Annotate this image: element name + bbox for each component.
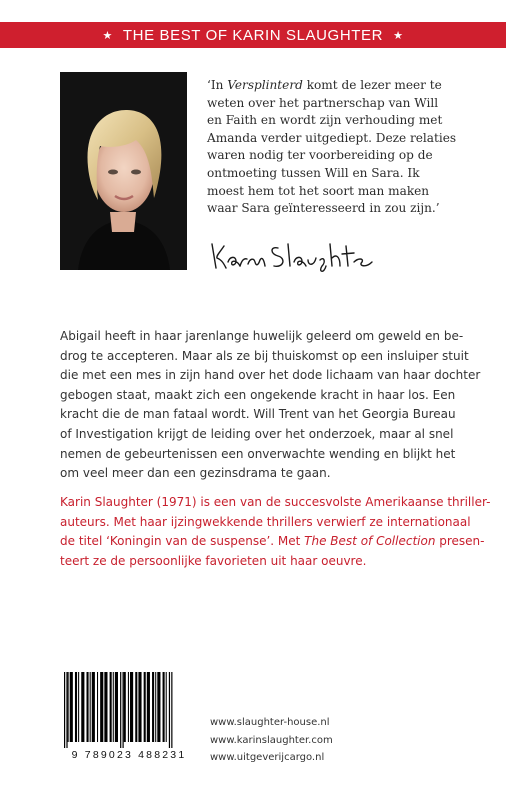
synopsis-line: Abigail heeft in haar jarenlange huwelijk geleerd om geweld en be- <box>60 329 464 343</box>
synopsis-line: of Investigation krijgt de leiding over het onderzoek, maar al snel <box>60 426 454 441</box>
bio-line: teert ze de persoonlijke favorieten uit haar oeuvre. <box>60 553 367 568</box>
synopsis-line: kracht die de man fataal wordt. Will Trent van het Georgia Bureau <box>60 407 456 422</box>
bio-line: de titel ‘Koningin van de suspense’. Met The Best of Collection presen- <box>60 534 485 549</box>
synopsis-line: die met een mes in zijn hand over het dode lichaam van haar dochter <box>60 368 481 383</box>
synopsis-line: om veel meer dan een gezinsdrama te gaan. <box>60 466 331 481</box>
synopsis-line: nemen de gebeurtenissen een onverwachte wending en blijkt het <box>60 446 456 461</box>
barcode-icon <box>60 672 198 748</box>
synopsis-line: drog te accepteren. Maar als ze bij thuiskomst op een insluiper stuit <box>60 348 469 363</box>
website-link[interactable]: www.slaughter-house.nl <box>210 717 330 728</box>
star-icon: ★ <box>102 29 113 42</box>
author-photo <box>60 72 187 270</box>
bio-line: Karin Slaughter (1971) is een van de succesvolste Amerikaanse thriller- <box>60 495 491 509</box>
series-banner <box>0 22 506 48</box>
isbn-number: 9 789023 488231 <box>71 749 187 761</box>
handwritten-signature-icon <box>208 238 378 272</box>
website-link[interactable]: www.uitgeverijcargo.nl <box>210 752 325 763</box>
synopsis-line: gebogen staat, maakt zich een ongekende kracht in haar los. Een <box>60 387 456 402</box>
signature <box>208 238 378 272</box>
author-bio <box>60 493 491 571</box>
website-link[interactable]: www.karinslaughter.com <box>210 734 333 746</box>
star-icon: ★ <box>393 29 404 42</box>
bio-line: auteurs. Met haar ijzingwekkende thrillers verwierf ze internationaal <box>60 514 471 529</box>
author-quote: ‘In Versplinterd komt de lezer meer te weten over het partnerschap van Will en Faith en wordt zijn verhouding met Amanda verder uitgediept. Deze relaties waren nodig ter voorbereiding op de ontmoeting tussen Will en Sara. Ik moest hem tot het soort man maken waar Sara geïnteresseerd in zou zijn.’ <box>207 78 457 216</box>
synopsis <box>60 327 481 484</box>
website-list <box>210 714 410 767</box>
author-portrait-icon <box>60 72 187 270</box>
series-title: THE BEST OF KARIN SLAUGHTER <box>122 26 384 44</box>
